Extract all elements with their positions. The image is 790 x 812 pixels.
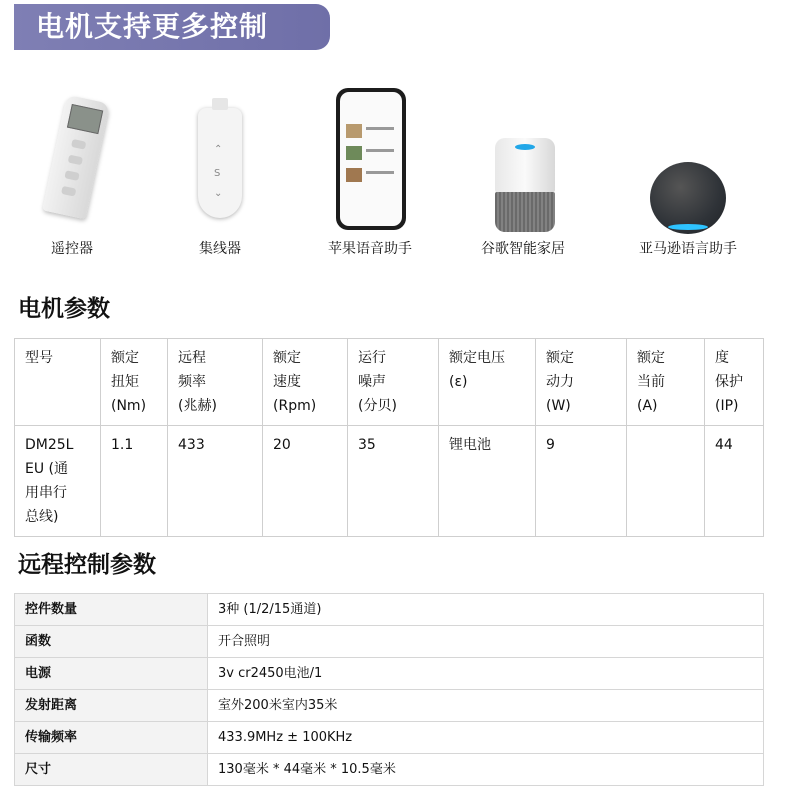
device-google-home	[453, 80, 593, 258]
device-echo	[618, 80, 758, 258]
row-value: 室外200米室内35米	[208, 690, 764, 722]
cell-noise: 35	[348, 426, 439, 537]
smart-speaker-icon	[495, 138, 555, 234]
cell-torque: 1.1	[101, 426, 168, 537]
table-row	[15, 690, 764, 722]
table-row	[15, 626, 764, 658]
remote-control-icon	[42, 95, 110, 220]
device-label: 谷歌智能家居	[481, 241, 565, 257]
device-remote	[2, 80, 142, 258]
row-value: 3v cr2450电池/1	[208, 658, 764, 690]
device-phone	[300, 80, 440, 258]
row-key: 函数	[15, 626, 208, 658]
col-frequency: 远程 频率 (兆赫)	[168, 339, 263, 426]
col-ip: 度 保护 (IP)	[705, 339, 764, 426]
cell-voltage: 锂电池	[439, 426, 536, 537]
device-label: 亚马逊语言助手	[639, 241, 737, 257]
cell-model: DM25L EU (通 用串行 总线)	[15, 426, 101, 537]
table-row	[15, 658, 764, 690]
col-model: 型号	[15, 339, 101, 426]
remote-params-table	[14, 593, 764, 786]
device-gallery	[0, 80, 790, 270]
row-value: 3种 (1/2/15通道)	[208, 594, 764, 626]
row-key: 发射距离	[15, 690, 208, 722]
motor-params-table	[14, 338, 764, 537]
cell-ip: 44	[705, 426, 764, 537]
table-header-row	[15, 339, 764, 426]
echo-speaker-icon	[650, 162, 726, 234]
row-key: 电源	[15, 658, 208, 690]
table-row	[15, 594, 764, 626]
table-row	[15, 722, 764, 754]
cell-speed: 20	[263, 426, 348, 537]
cell-frequency: 433	[168, 426, 263, 537]
row-value: 433.9MHz ± 100KHz	[208, 722, 764, 754]
device-label: 集线器	[199, 241, 241, 257]
remote-params-heading: 远程控制参数	[18, 552, 156, 578]
col-torque: 额定 扭矩 (Nm)	[101, 339, 168, 426]
col-speed: 额定 速度 (Rpm)	[263, 339, 348, 426]
motor-params-heading: 电机参数	[18, 296, 110, 322]
table-row	[15, 426, 764, 537]
table-row	[15, 754, 764, 786]
row-value: 130毫米 * 44毫米 * 10.5毫米	[208, 754, 764, 786]
cell-power: 9	[536, 426, 627, 537]
row-key: 控件数量	[15, 594, 208, 626]
col-noise: 运行 噪声 (分贝)	[348, 339, 439, 426]
banner-title: 电机支持更多控制	[14, 4, 330, 50]
col-power: 额定 动力 (W)	[536, 339, 627, 426]
device-label: 苹果语音助手	[328, 241, 412, 257]
cell-current	[627, 426, 705, 537]
row-key: 尺寸	[15, 754, 208, 786]
col-voltage: 额定电压 (ε)	[439, 339, 536, 426]
row-value: 开合照明	[208, 626, 764, 658]
row-key: 传输频率	[15, 722, 208, 754]
col-current: 额定 当前 (A)	[627, 339, 705, 426]
smartphone-icon	[336, 88, 406, 230]
device-label: 遥控器	[51, 241, 93, 257]
device-hub	[150, 80, 290, 258]
hub-icon: ⌃ S ⌄	[198, 108, 242, 218]
